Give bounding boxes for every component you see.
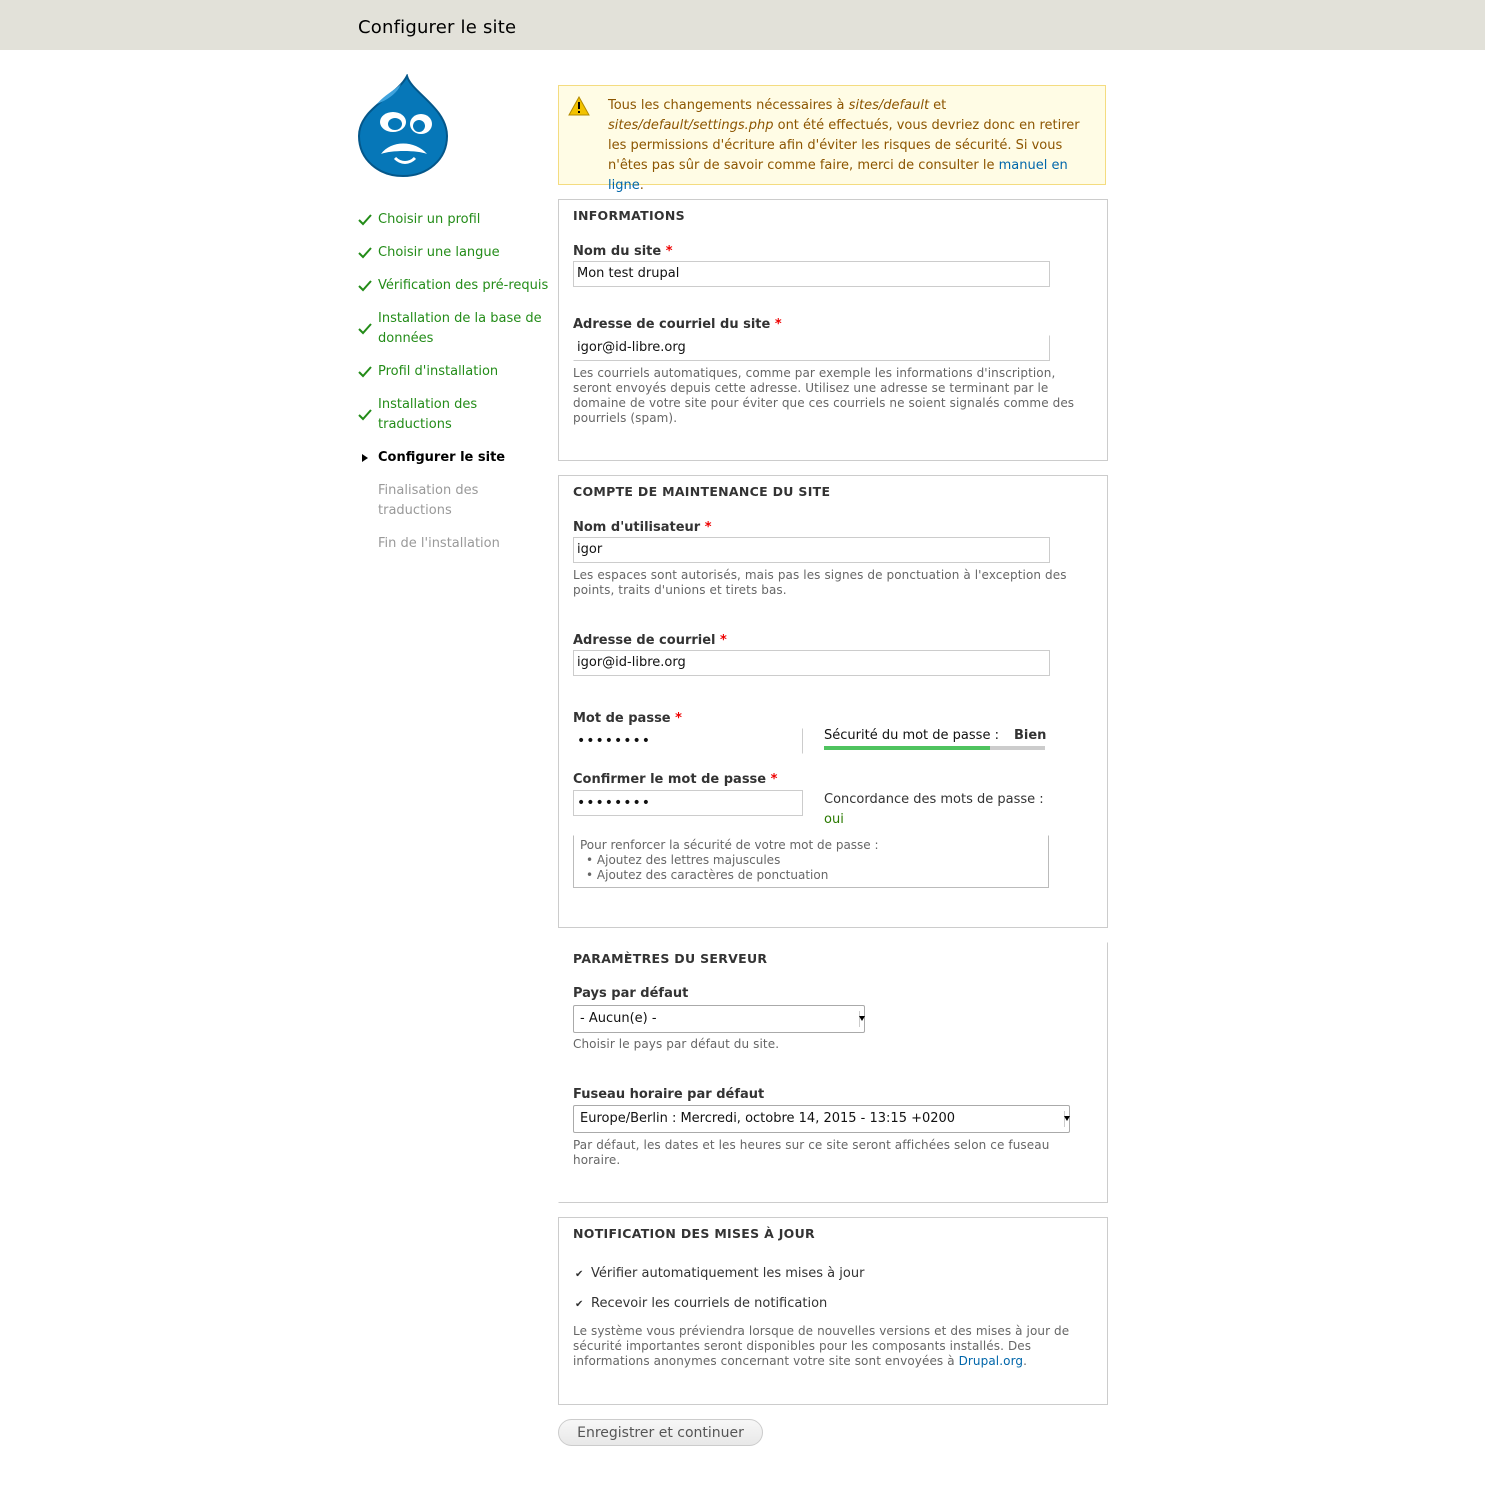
site-mail-label: Adresse de courriel du site * <box>573 317 782 332</box>
username-label: Nom d'utilisateur * <box>573 520 712 535</box>
check-icon <box>358 322 372 336</box>
default-country-select[interactable] <box>573 1005 865 1033</box>
fieldset-legend: COMPTE DE MAINTENANCE DU SITE <box>573 484 831 499</box>
step-item <box>358 481 553 521</box>
confirm-password-label: Confirmer le mot de passe * <box>573 772 778 787</box>
site-mail-input[interactable]: igor@id-libre.org <box>573 335 1050 361</box>
drupal-logo-icon <box>357 74 449 178</box>
maintenance-account-fieldset <box>558 475 1108 928</box>
site-mail-help: Les courriels automatiques, comme par exemple les informations d'inscription, seront envoyés depuis cette adresse. Utilisez une adresse se terminant par le domaine de votre site pour éviter que ces courriels ne soient signalés comme des pourriels (spam). <box>573 366 1075 425</box>
step-item-current <box>358 448 553 468</box>
step-label: Installation de la base de données <box>378 311 542 346</box>
step-label: Configurer le site <box>378 450 506 465</box>
warning-message <box>558 85 1106 193</box>
site-name-input[interactable]: Mon test drupal <box>573 261 1050 287</box>
warning-text: Tous les changements nécessaires à sites/default et sites/default/settings.php ont été effectués, vous devriez donc en retirer les permissions d'écriture afin d'éviter les risques de sécurité. Si vous n'êtes pas sûr de savoir comme faire, merci de consulter le manuel en ligne. <box>608 98 1080 193</box>
step-label: Fin de l'installation <box>378 536 500 551</box>
account-email-input[interactable]: igor@id-libre.org <box>573 650 1050 676</box>
step-item <box>358 395 553 435</box>
step-item <box>358 210 553 230</box>
update-notifications-help: Le système vous préviendra lorsque de nouvelles versions et des mises à jour de sécurité importantes seront disponibles pour les composants installés. Des informations anonymes concernant votre site sont envoyées à Drupal.org. <box>573 1324 1070 1368</box>
step-label: Installation des traductions <box>378 397 478 432</box>
fieldset-legend: PARAMÈTRES DU SERVEUR <box>573 951 768 966</box>
install-steps <box>358 210 553 567</box>
update-check-auto-label: Vérifier automatiquement les mises à jour <box>591 1266 865 1281</box>
site-information-fieldset <box>558 199 1108 461</box>
step-item <box>358 243 553 263</box>
chevron-down-icon <box>1064 1111 1068 1127</box>
fieldset-legend: NOTIFICATION DES MISES À JOUR <box>573 1226 815 1241</box>
update-notify-mail-checkbox[interactable] <box>575 1296 827 1311</box>
password-strength-value: Bien <box>1014 728 1047 743</box>
page-title: Configurer le site <box>358 17 517 38</box>
check-icon <box>358 279 372 293</box>
password-strength-meter <box>824 746 1045 750</box>
default-country-help: Choisir le pays par défaut du site. <box>573 1037 780 1051</box>
warning-triangle-icon <box>568 96 590 116</box>
drupal-org-link[interactable]: Drupal.org <box>958 1354 1024 1368</box>
step-label: Choisir un profil <box>378 212 481 227</box>
password-suggestion-item: • Ajoutez des lettres majuscules <box>586 853 781 867</box>
default-country-label: Pays par défaut <box>573 986 689 1001</box>
chevron-down-icon <box>859 1011 863 1027</box>
confirm-password-input[interactable]: •••••••• <box>573 790 803 816</box>
check-icon <box>358 246 372 260</box>
step-item <box>358 276 553 296</box>
step-item <box>358 534 553 554</box>
password-match-value: oui <box>824 812 844 827</box>
check-icon <box>358 365 372 379</box>
checkmark-icon: ✔ <box>575 1269 584 1280</box>
triangle-right-icon <box>358 451 372 465</box>
site-name-label: Nom du site * <box>573 244 673 259</box>
password-strength-label: Sécurité du mot de passe : <box>824 728 999 743</box>
server-settings-fieldset <box>558 942 1108 1203</box>
online-manual-link[interactable]: manuel en ligne <box>608 158 1068 193</box>
password-match-label: Concordance des mots de passe : <box>824 792 1044 807</box>
header-bar <box>0 0 1485 50</box>
password-suggestions-title: Pour renforcer la sécurité de votre mot de passe : <box>580 838 879 852</box>
default-timezone-select[interactable] <box>573 1105 1070 1133</box>
step-label: Choisir une langue <box>378 245 500 260</box>
username-help: Les espaces sont autorisés, mais pas les signes de ponctuation à l'exception des points, traits d'unions et tirets bas. <box>573 568 1067 597</box>
account-email-label: Adresse de courriel * <box>573 633 727 648</box>
update-check-auto-checkbox[interactable] <box>575 1266 864 1281</box>
update-notify-mail-label: Recevoir les courriels de notification <box>591 1296 828 1311</box>
password-suggestions <box>573 835 1049 888</box>
default-timezone-value: Europe/Berlin : Mercredi, octobre 14, 2015 - 13:15 +0200 <box>580 1111 956 1126</box>
password-suggestion-item: • Ajoutez des caractères de ponctuation <box>586 868 829 882</box>
step-item <box>358 362 553 382</box>
save-and-continue-button[interactable]: Enregistrer et continuer <box>558 1419 763 1446</box>
step-label: Finalisation des traductions <box>378 483 479 518</box>
password-label: Mot de passe * <box>573 711 682 726</box>
checkmark-icon: ✔ <box>575 1299 584 1310</box>
username-input[interactable]: igor <box>573 537 1050 563</box>
password-input[interactable]: •••••••• <box>573 728 803 754</box>
step-label: Vérification des pré-requis <box>378 278 549 293</box>
fieldset-legend: INFORMATIONS <box>573 208 685 223</box>
step-item <box>358 309 553 349</box>
step-label: Profil d'installation <box>378 364 499 379</box>
default-country-value: - Aucun(e) - <box>580 1011 657 1026</box>
password-strength-fill <box>824 746 990 750</box>
check-icon <box>358 213 372 227</box>
default-timezone-label: Fuseau horaire par défaut <box>573 1087 765 1102</box>
update-notifications-fieldset <box>558 1217 1108 1405</box>
default-timezone-help: Par défaut, les dates et les heures sur ce site seront affichées selon ce fuseau horaire. <box>573 1138 1050 1167</box>
check-icon <box>358 408 372 422</box>
